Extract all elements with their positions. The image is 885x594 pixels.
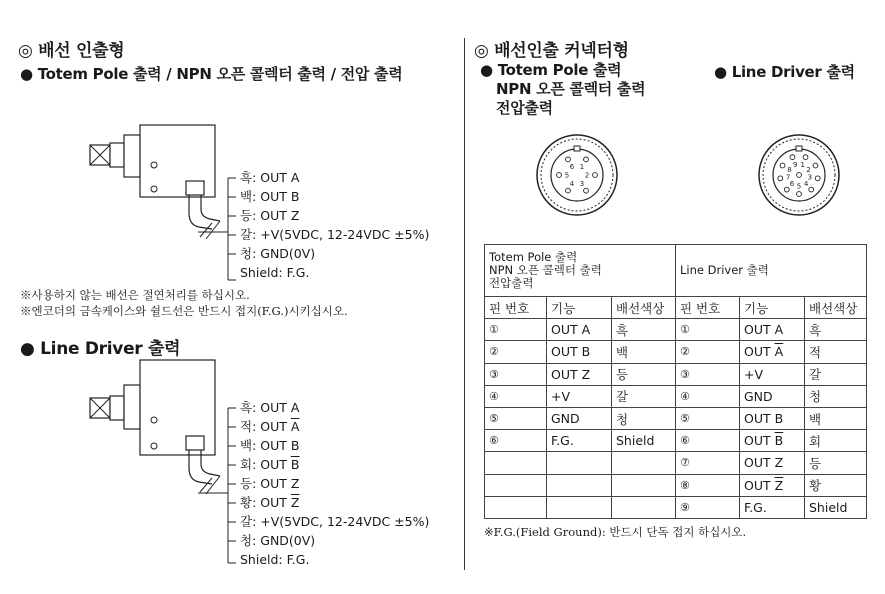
subtitle-connector-totem-pole: ● Totem Pole 출력 NPN 오픈 콜렉터 출력 전압출력 — [480, 61, 646, 117]
wire-color-cell: 갈 — [612, 385, 676, 407]
connector-pin-label: 3 — [579, 180, 585, 189]
connector-pin — [809, 187, 814, 192]
pin-number-cell: ⑤ — [485, 407, 547, 429]
pin-number-cell: ① — [676, 319, 740, 341]
pin-number-cell — [485, 496, 547, 518]
wire-color-cell: 백 — [612, 341, 676, 363]
pin-number-cell: ③ — [676, 363, 740, 385]
function-cell: +V — [740, 363, 805, 385]
function-cell — [547, 496, 612, 518]
wire-color-cell: 등 — [612, 363, 676, 385]
connector-pin-label: 1 — [800, 161, 805, 170]
pin-number-cell: ⑦ — [676, 452, 740, 474]
connector-pin — [803, 155, 808, 160]
pin-number-cell: ⑨ — [676, 496, 740, 518]
connector-pin — [813, 163, 818, 168]
connector-pin — [815, 176, 820, 181]
pin-number-cell: ④ — [485, 385, 547, 407]
wire-label: 흑: OUT A — [240, 170, 300, 185]
note-line: ※엔코더의 금속케이스와 쉴드선은 반드시 접지(F.G.)시키십시오. — [20, 304, 348, 318]
pin-number-cell: ④ — [676, 385, 740, 407]
wire-color-cell: 청 — [805, 385, 867, 407]
wire-color-cell: 흑 — [805, 319, 867, 341]
wire-label: 적: OUT $\overline{A}$ — [240, 419, 300, 434]
connector-pin — [778, 176, 783, 181]
wire-color-cell — [612, 496, 676, 518]
subtitle-connector-line-driver: ● Line Driver 출력 — [714, 63, 855, 81]
connector-pin — [557, 173, 562, 178]
wire-color-cell: Shield — [805, 496, 867, 518]
wire-label: 청: GND(0V) — [240, 533, 316, 548]
wire-bus-2 — [198, 398, 238, 568]
connector-pin-label: 2 — [806, 166, 811, 174]
wire-label: 백: OUT B — [240, 189, 300, 204]
function-cell: OUT $\overline{Z}$ — [740, 474, 805, 496]
wire-label: 갈: +V(5VDC, 12-24VDC ±5%) — [240, 514, 430, 529]
connector-pin-label: 7 — [785, 173, 791, 182]
table-row — [485, 363, 867, 385]
connector-pin-label: 4 — [803, 179, 809, 188]
column-header: 핀 번호 — [676, 297, 740, 319]
connector-pin — [584, 188, 589, 193]
function-cell: OUT Z — [547, 363, 612, 385]
table-row — [485, 407, 867, 429]
pin-number-cell: ⑥ — [485, 430, 547, 452]
function-cell: OUT $\overline{B}$ — [740, 430, 805, 452]
connector-pin-label: 5 — [796, 182, 802, 191]
connector-pin — [784, 187, 789, 192]
wire-color-cell: 황 — [805, 474, 867, 496]
wire-label: Shield: F.G. — [240, 552, 310, 567]
table-row — [485, 430, 867, 452]
wire-list-1 — [240, 168, 429, 282]
function-cell: OUT $\overline{A}$ — [740, 341, 805, 363]
wire-color-cell: 등 — [805, 452, 867, 474]
wiring-notes — [20, 287, 348, 319]
table-head-line-driver: Line Driver 출력 — [676, 245, 867, 297]
column-header: 기능 — [740, 297, 805, 319]
table-row — [485, 319, 867, 341]
wire-label: 청: GND(0V) — [240, 246, 316, 261]
connector-pin — [566, 188, 571, 193]
table-row — [485, 452, 867, 474]
wire-color-cell: 회 — [805, 430, 867, 452]
function-cell — [547, 452, 612, 474]
subtitle-line-driver-output: ● Line Driver 출력 — [20, 339, 181, 359]
function-cell: F.G. — [740, 496, 805, 518]
pin-number-cell: ⑤ — [676, 407, 740, 429]
connector-pin — [566, 157, 571, 162]
table-column-row — [485, 297, 867, 319]
pin-number-cell: ① — [485, 319, 547, 341]
connector-note: ※F.G.(Field Ground): 반드시 단독 접지 하십시오. — [484, 525, 747, 539]
wire-label: 황: OUT $\overline{Z}$ — [240, 495, 300, 510]
pin-number-cell: ③ — [485, 363, 547, 385]
pin-number-cell: ⑥ — [676, 430, 740, 452]
connector-pin — [593, 173, 598, 178]
connector-pin-label: 5 — [564, 171, 570, 180]
note-line: ※사용하지 않는 배선은 절연처리를 하십시오. — [20, 288, 250, 302]
wire-color-cell — [612, 474, 676, 496]
wire-list-2 — [240, 398, 429, 569]
subtitle-totem-pole-output: ● Totem Pole 출력 / NPN 오픈 콜렉터 출력 / 전압 출력 — [20, 65, 403, 83]
column-header: 배선색상 — [612, 297, 676, 319]
column-header: 배선색상 — [805, 297, 867, 319]
wire-color-cell: 적 — [805, 341, 867, 363]
wire-label: 회: OUT $\overline{B}$ — [240, 457, 300, 472]
column-divider — [464, 38, 465, 570]
connector-pin — [790, 155, 795, 160]
pin-number-cell: ② — [485, 341, 547, 363]
column-header: 핀 번호 — [485, 297, 547, 319]
connector-pin-label: 1 — [579, 162, 585, 171]
wire-label: 백: OUT B — [240, 438, 300, 453]
function-cell: OUT B — [547, 341, 612, 363]
connector-pin — [780, 163, 785, 168]
table-row — [485, 496, 867, 518]
wire-label: 갈: +V(5VDC, 12-24VDC ±5%) — [240, 227, 430, 242]
connector-pin — [797, 192, 802, 197]
table-row — [485, 341, 867, 363]
wire-color-cell: 흑 — [612, 319, 676, 341]
wire-color-cell: 백 — [805, 407, 867, 429]
pin-assignment-table — [484, 244, 867, 519]
function-cell: OUT B — [740, 407, 805, 429]
table-row — [485, 474, 867, 496]
pin-number-cell: ⑧ — [676, 474, 740, 496]
column-header: 기능 — [547, 297, 612, 319]
wire-color-cell: 갈 — [805, 363, 867, 385]
function-cell: GND — [547, 407, 612, 429]
connector-pin-label: 6 — [789, 179, 795, 188]
function-cell: F.G. — [547, 430, 612, 452]
connector-pin-label: 2 — [584, 171, 590, 180]
wire-label: 등: OUT Z — [240, 476, 300, 491]
table-row — [485, 385, 867, 407]
function-cell: OUT A — [547, 319, 612, 341]
connector-pin-label: 9 — [793, 161, 798, 170]
connector-pin-label: 3 — [807, 173, 813, 182]
wire-label: 등: OUT Z — [240, 208, 300, 223]
section-title-connector-type: ◎ 배선인출 커넥터형 — [474, 41, 629, 61]
connector-pin-label: 8 — [787, 166, 792, 174]
function-cell: OUT Z — [740, 452, 805, 474]
wire-label: 흑: OUT A — [240, 400, 300, 415]
table-head-totem-pole: Totem Pole 출력 NPN 오픈 콜렉터 출력 전압출력 — [485, 245, 676, 297]
pin-number-cell: ② — [676, 341, 740, 363]
pin-number-cell — [485, 452, 547, 474]
function-cell: OUT A — [740, 319, 805, 341]
pin-number-cell — [485, 474, 547, 496]
connector-pin — [584, 157, 589, 162]
function-cell: GND — [740, 385, 805, 407]
connector-9pin-icon — [756, 132, 842, 218]
section-title-cable-type: ◎ 배선 인출형 — [18, 41, 125, 61]
connector-6pin-icon — [534, 132, 620, 218]
wire-color-cell: 청 — [612, 407, 676, 429]
wire-bus-1 — [198, 170, 238, 285]
wire-color-cell: Shield — [612, 430, 676, 452]
connector-pin-label: 4 — [569, 180, 575, 189]
function-cell: +V — [547, 385, 612, 407]
table-header-row — [485, 245, 867, 297]
wire-color-cell — [612, 452, 676, 474]
function-cell — [547, 474, 612, 496]
connector-pin-label: 6 — [569, 162, 575, 171]
wire-label: Shield: F.G. — [240, 265, 310, 280]
